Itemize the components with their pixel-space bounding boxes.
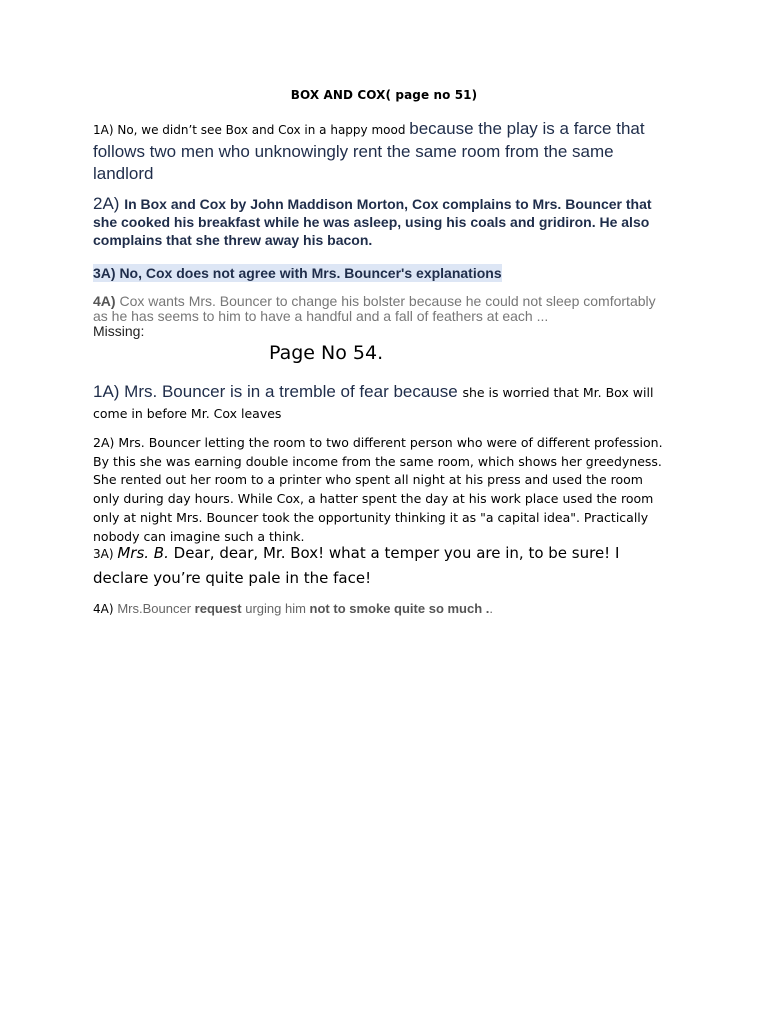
- answer-4-page51: [93, 294, 673, 339]
- document-title: BOX AND COX( page no 51): [290, 88, 478, 102]
- answer-part-smoke: not to smoke quite so much .: [309, 601, 490, 616]
- answer-part-subject: Mrs.Bouncer: [117, 601, 195, 616]
- page-54-heading: Page No 54.: [269, 342, 384, 364]
- answer-text: Dear, dear, Mr. Box! what a temper you are in, to be sure! I declare you’re quite pale in the face!: [93, 544, 620, 587]
- answer-1-page54: [93, 382, 673, 424]
- missing-label: Missing:: [93, 323, 145, 339]
- answer-lead: 3A): [93, 547, 118, 561]
- answer-part-request: request: [194, 601, 246, 616]
- answer-text: she is worried that Mr. Box will come in before Mr. Cox leaves: [93, 385, 654, 421]
- answer-lead: 4A): [93, 293, 120, 309]
- answer-4-page54: [93, 600, 673, 617]
- answer-1-page51: [93, 118, 673, 185]
- answer-lead: 1A) Mrs. Bouncer is in a tremble of fear because: [93, 382, 463, 401]
- answer-3-page54: [93, 541, 673, 590]
- answer-2-page54: 2A) Mrs. Bouncer letting the room to two different person who were of different profession. By this she was earning double income from the same room, which shows her greedyness. She rented out her room to a printer who spent all night at his press and used the room only during day hours. While Cox, a hatter spent the day at his work place used the room only at night Mrs. Bouncer took the opportunity thinking it as "a capital idea". Practically nobody can imagine such a think.: [93, 435, 663, 544]
- answer-part-urging: urging him: [245, 601, 310, 616]
- highlighted-answer-text: 3A) No, Cox does not agree with Mrs. Bouncer's explanations: [93, 265, 502, 281]
- answer-text: Cox wants Mrs. Bouncer to change his bolster because he could not sleep comfortably as he has seems to him to have a handful and a fall of feathers at each ...: [93, 293, 656, 324]
- answer-part-end: .: [489, 601, 494, 616]
- answer-lead: 1A) No, we didn’t see Box and Cox in a happy mood: [93, 123, 410, 137]
- answer-text: In Box and Cox by John Maddison Morton, Cox complains to Mrs. Bouncer that she cooked his breakfast while he was asleep, using his coals and gridiron. He also complains that she threw away his bacon.: [93, 196, 652, 248]
- answer-3-page51: [93, 263, 673, 282]
- answer-text: because the play is a farce that follows two men who unknowingly rent the same room from the same landlord: [93, 119, 645, 183]
- speaker-name: Mrs. B.: [117, 544, 169, 562]
- answer-2-page51: [93, 195, 673, 249]
- answer-lead: 4A): [93, 602, 118, 616]
- answer-lead: 2A): [93, 194, 125, 213]
